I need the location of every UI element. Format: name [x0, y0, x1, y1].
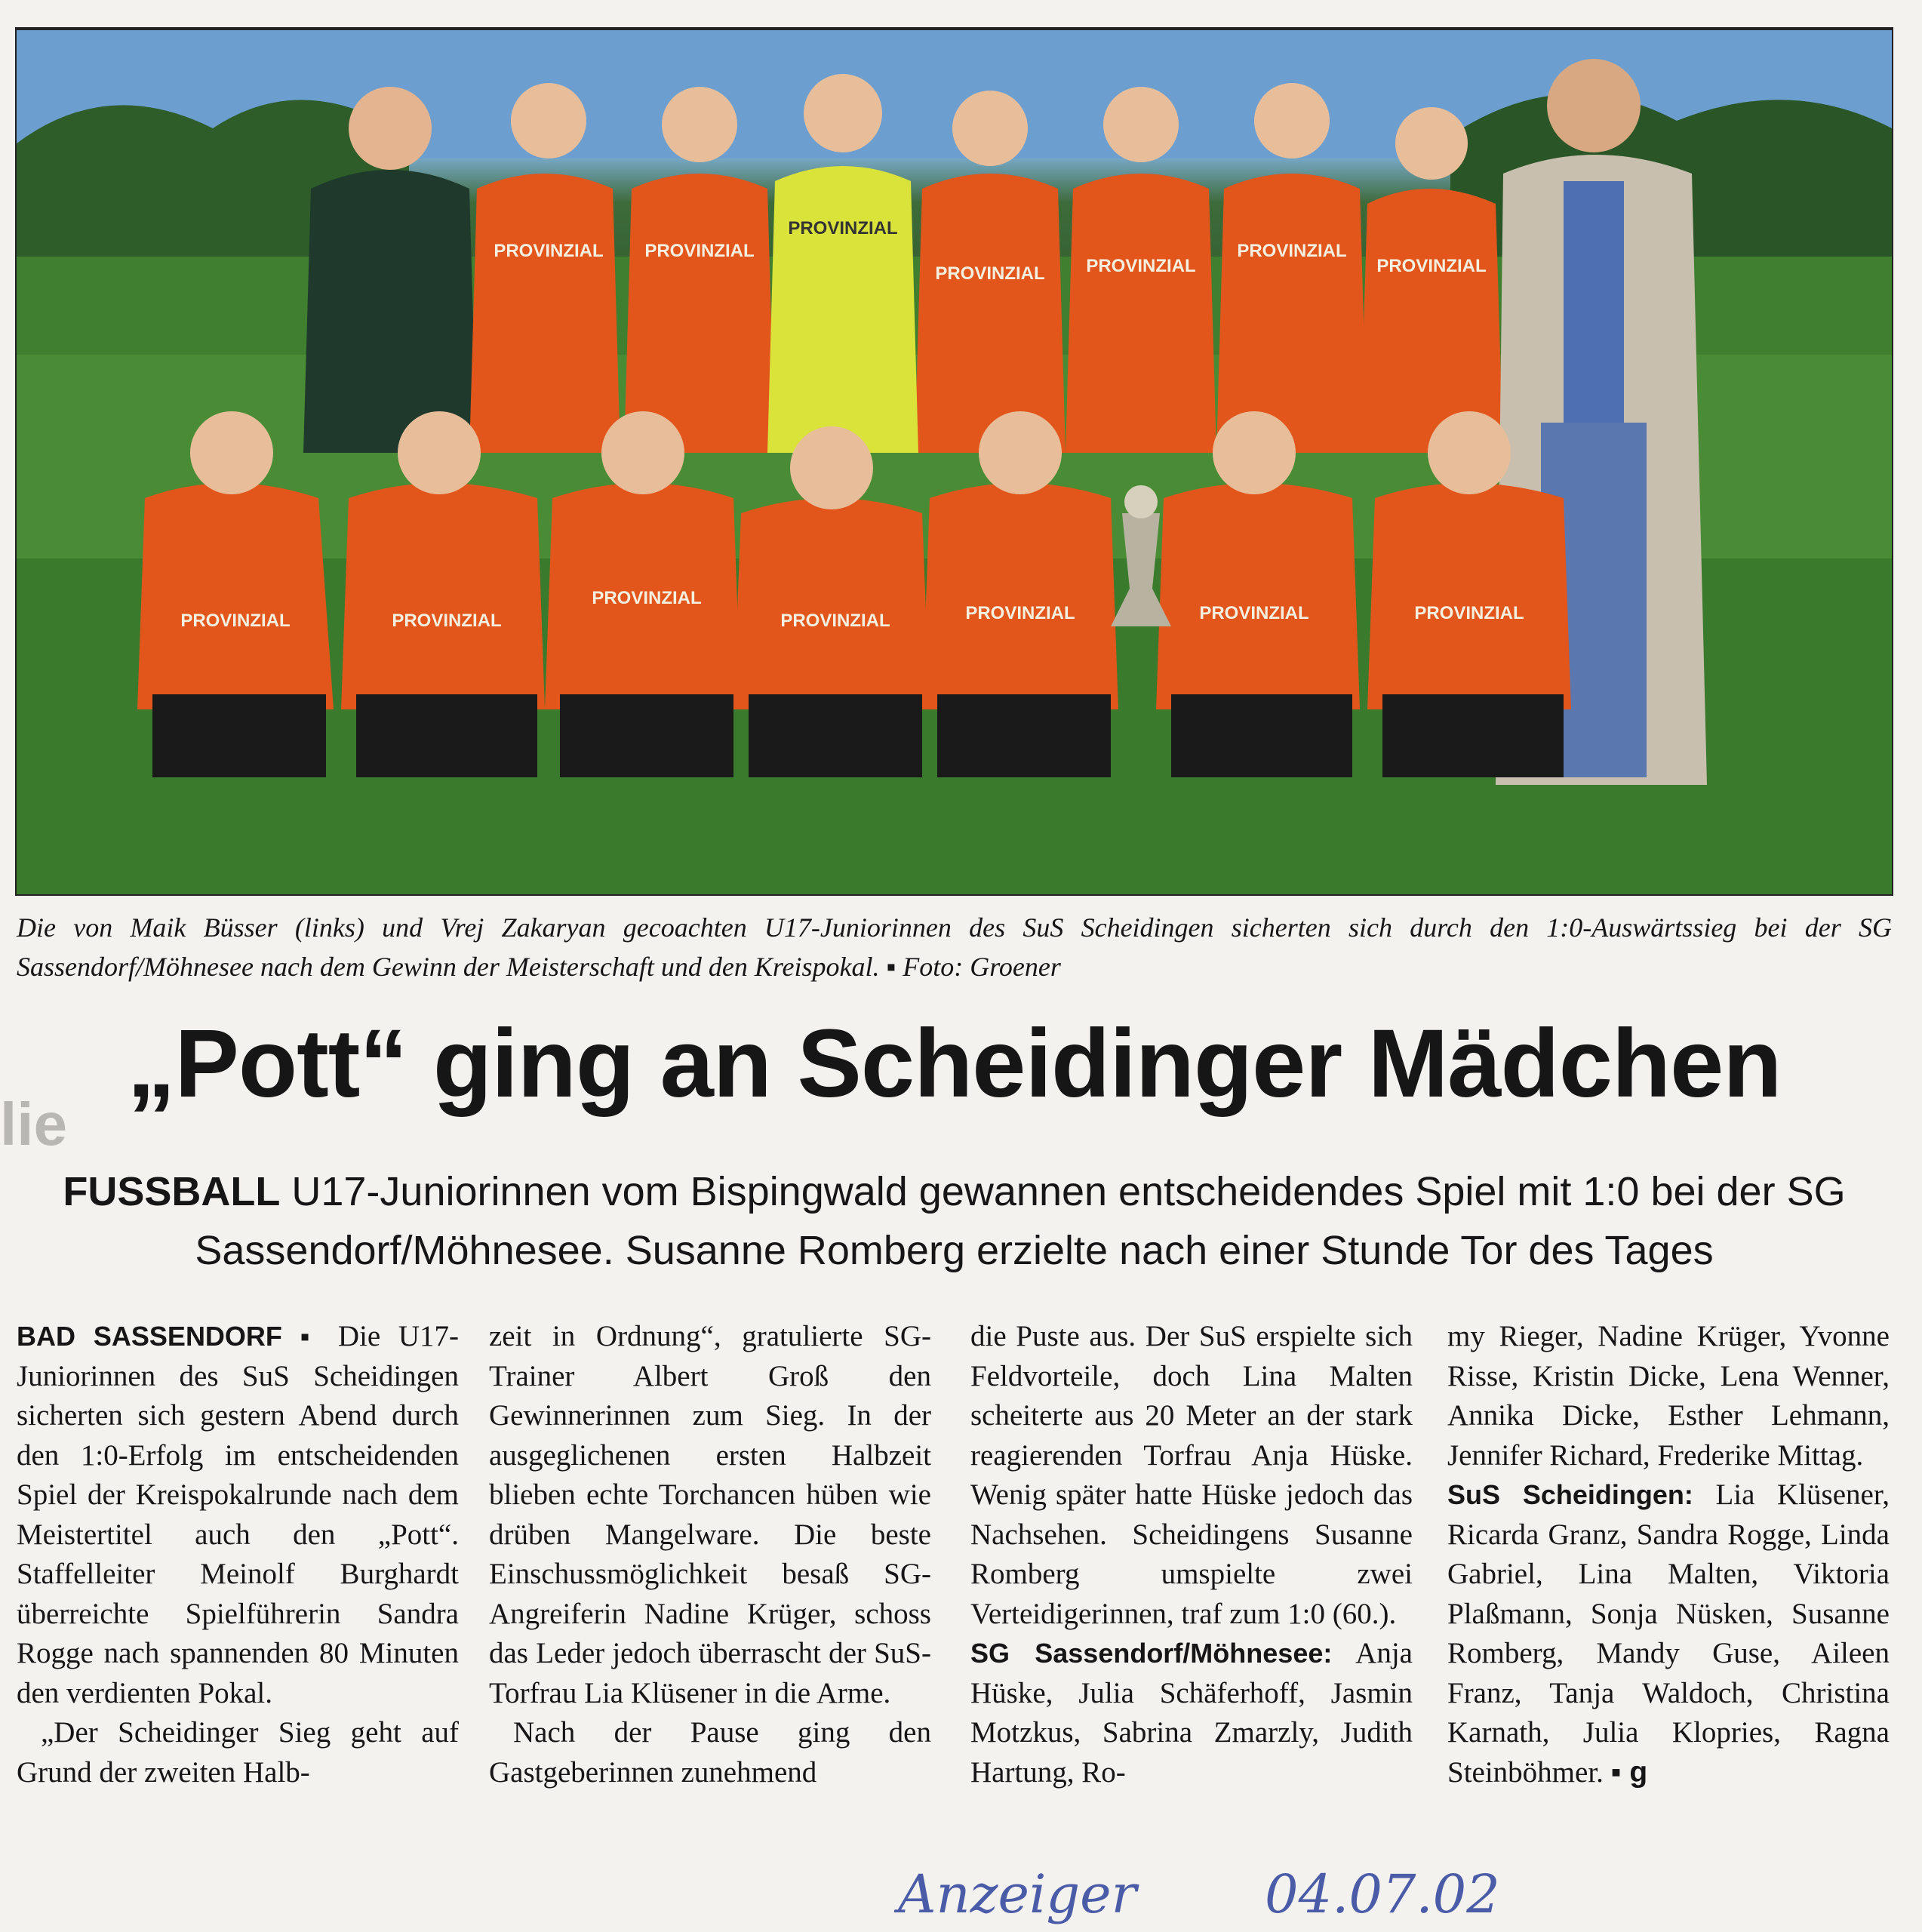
team-players: Lia Klüsener, Ricarda Granz, Sandra Rogge, Linda Gabriel, Lina Malten, Viktoria Plaßmann, Sonja Nüsken, Susanne Romberg, Mandy Guse, Aileen Franz, Tanja Waldoch, Christina Karnath, Julia Klopries, Ragna Steinböhmer.	[1447, 1478, 1890, 1789]
handwritten-source: Anzeiger	[898, 1863, 1137, 1925]
photo-credit: ▪ Foto: Groener	[886, 952, 1061, 982]
paragraph: „Der Scheidinger Sieg geht auf Grund der zweiten Halb-	[17, 1716, 459, 1789]
lineup-sassendorf	[970, 1634, 1413, 1792]
team-photo	[15, 29, 1893, 896]
subheadline-text: U17-Juniorinnen vom Bispingwald gewannen entscheidendes Spiel mit 1:0 bei der SG Sassendorf/Möhnesee. Susanne Romberg erzielte nach einer Stunde Tor des Tages	[195, 1169, 1846, 1273]
svg-text:PROVINZIAL: PROVINZIAL	[1237, 241, 1347, 261]
handwritten-date: 04.07.02	[1265, 1863, 1500, 1925]
svg-text:PROVINZIAL: PROVINZIAL	[1199, 603, 1309, 623]
adjacent-article-fragment: lie	[0, 1091, 67, 1158]
svg-text:PROVINZIAL: PROVINZIAL	[1086, 256, 1196, 276]
lineup-scheidingen	[1447, 1475, 1890, 1792]
paragraph: die Puste aus. Der SuS erspielte sich Feldvorteile, doch Lina Malten scheiterte aus 20 Meter an der stark reagierenden Torfrau Anja Hüske. Wenig später hatte Hüske jedoch das Nachsehen. Scheidingens Susanne Romberg umspielte zwei Verteidigerinnen, traf zum 1:0 (60.).	[970, 1320, 1413, 1630]
svg-text:PROVINZIAL: PROVINZIAL	[592, 588, 702, 608]
article-column-3	[970, 1317, 1413, 1792]
svg-text:PROVINZIAL: PROVINZIAL	[644, 241, 755, 261]
dateline: BAD SASSENDORF	[17, 1321, 282, 1352]
caption-text: Die von Maik Büsser (links) und Vrej Zakaryan gecoachten U17-Juniorinnen des SuS Scheidingen sicherten sich durch den 1:0-Auswärtssieg bei der SG Sassendorf/Möhnesee nach dem Gewinn der Meisterschaft und den Kreispokal.	[17, 912, 1892, 982]
svg-text:PROVINZIAL: PROVINZIAL	[1414, 603, 1524, 623]
svg-text:PROVINZIAL: PROVINZIAL	[392, 611, 502, 631]
svg-text:PROVINZIAL: PROVINZIAL	[780, 611, 890, 631]
svg-text:PROVINZIAL: PROVINZIAL	[935, 263, 1045, 284]
team-photo-illustration	[17, 30, 1892, 894]
team-players: Anja Hüske, Julia Schäferhoff, Jasmin Motzkus, Sabrina Zmarzly, Judith Hartung, Ro-	[970, 1637, 1413, 1789]
article-column-1	[17, 1317, 459, 1792]
lead-paragraph	[17, 1317, 459, 1713]
paragraph: zeit in Ordnung“, gratulierte SG-Trainer Albert Groß den Gewinnerinnen zum Sieg. In der ausgeglichenen ersten Halbzeit blieben echte Torchancen hüben wie drüben Mangelware. Die beste Einschussmöglichkeit besaß SG-Angreiferin Nadine Krüger, schoss das Leder jedoch überrascht der SuS-Torfrau Lia Klüsener in die Arme.	[489, 1320, 931, 1709]
team-label: SuS Scheidingen:	[1447, 1479, 1693, 1510]
paragraph: Nach der Pause ging den Gastgeberinnen zunehmend	[489, 1716, 931, 1789]
svg-text:PROVINZIAL: PROVINZIAL	[788, 218, 898, 238]
subheadline	[17, 1162, 1892, 1280]
paragraph-text: Die U17-Juniorinnen des SuS Scheidingen sicherten sich gestern Abend durch den 1:0-Erfolg im entscheidenden Spiel der Kreispokalrunde nach dem Meistertitel auch den „Pott“. Staffelleiter Meinolf Burghardt überreichte Spielführerin Sandra Rogge nach spannenden 80 Minuten den verdienten Pokal.	[17, 1320, 460, 1709]
svg-text:PROVINZIAL: PROVINZIAL	[965, 603, 1075, 623]
handwritten-note	[898, 1864, 1562, 1924]
lineup-sassendorf-continued: my Rieger, Nadine Krüger, Yvonne Risse, Kristin Dicke, Lena Wenner, Annika Dicke, Esther Lehmann, Jennifer Richard, Frederike Mittag.	[1447, 1320, 1890, 1472]
svg-text:PROVINZIAL: PROVINZIAL	[494, 241, 604, 261]
dateline-marker: ▪	[300, 1321, 321, 1352]
photo-caption	[17, 908, 1892, 986]
svg-text:PROVINZIAL: PROVINZIAL	[1376, 256, 1487, 276]
section-kicker: FUSSBALL	[63, 1169, 281, 1214]
headline: „Pott“ ging an Scheidinger Mädchen	[127, 1010, 1782, 1118]
author-mark: ▪ g	[1610, 1755, 1648, 1789]
team-label: SG Sassendorf/Möhnesee:	[970, 1638, 1333, 1669]
article-column-2	[489, 1317, 931, 1792]
svg-text:PROVINZIAL: PROVINZIAL	[180, 611, 291, 631]
article-column-4	[1447, 1317, 1890, 1792]
